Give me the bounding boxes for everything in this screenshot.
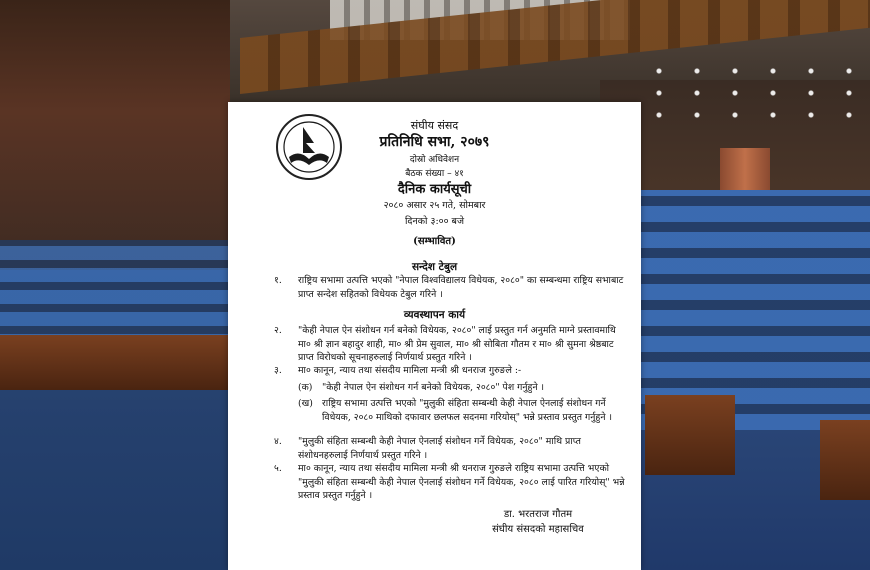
header-house-title: प्रतिनिधि सभा, २०७९ xyxy=(379,134,490,150)
subitem-number: (क) xyxy=(298,382,313,393)
item-number: १. xyxy=(274,275,282,286)
item-text: मा० कानून, न्याय तथा संसदीय मामिला मन्त्री श्री धनराज गुरुङले राष्ट्रिय सभामा उत्पत्ति भएको "मुलुकी संहिता सम्बन्धी केही नेपाल ऐनलाई संशोधन गर्ने विधेयक, २०८० लाई पारित गरियोस्" भन्ने प्रस्ताव प्रस्तुत गर्नुहुने । xyxy=(298,463,625,501)
agenda-document xyxy=(228,102,641,570)
agenda-time: दिनको ३:०० बजे xyxy=(404,216,465,227)
desk-right xyxy=(645,395,735,475)
subitem-number: (ख) xyxy=(298,398,313,409)
item-number: ५. xyxy=(274,463,282,474)
item-text: राष्ट्रिय सभामा उत्पत्ति भएको "नेपाल विश्वविद्यालय विधेयक, २०८०" का सम्बन्धमा राष्ट्रिय सभाबाट प्राप्त सन्देश सहितको विधेयक टेबुल गरिने । xyxy=(298,275,624,300)
header-federal-parliament: संघीय संसद xyxy=(410,119,459,132)
item-number: ३. xyxy=(274,365,282,376)
section-message-table: सन्देश टेबुल xyxy=(411,261,458,273)
subitem-text: "केही नेपाल ऐन संशोधन गर्न बनेको विधेयक, २०८०" पेश गर्नुहुने । xyxy=(322,382,545,393)
agenda-title: दैनिक कार्यसूची xyxy=(397,182,472,197)
tentative-label: (सम्भावित) xyxy=(413,236,456,247)
item-number: २. xyxy=(274,325,282,336)
agenda-date: २०८० असार २५ गते, सोमबार xyxy=(383,200,486,211)
section-management-work: व्यवस्थापन कार्य xyxy=(403,309,466,321)
desk-left xyxy=(0,335,230,390)
signatory-title: संघीय संसदको महासचिव xyxy=(492,524,584,535)
seat-rows-right xyxy=(640,190,870,430)
desk-right-2 xyxy=(820,420,870,500)
item-text: "केही नेपाल ऐन संशोधन गर्न बनेको विधेयक, २०८०" लाई प्रस्तुत गर्न अनुमति माग्ने प्रस्तावमाथि मा० श्री ज्ञान बहादुर शाही, मा० श्री प्रेम सुवाल, मा० श्री सोबिता गौतम र मा० श्री सुमना श्रेष्ठबाट प्राप्त विरोधको सूचनाहरुलाई निर्णयार्थ प्रस्तुत गरिने । xyxy=(298,325,616,363)
item-text: "मुलुकी संहिता सम्बन्धी केही नेपाल ऐनलाई संशोधन गर्ने विधेयक, २०८०" माथि प्राप्त संशोधनहरुलाई निर्णयार्थ प्रस्तुत गरिने । xyxy=(298,436,581,461)
meeting-number: बैठक संख्या – ४१ xyxy=(405,169,464,179)
item-number: ४. xyxy=(274,436,282,447)
item-text: मा० कानून, न्याय तथा संसदीय मामिला मन्त्री श्री धनराज गुरुङले :- xyxy=(298,365,522,376)
signatory-name: डा. भरतराज गौतम xyxy=(503,509,573,520)
subitem-text: राष्ट्रिय सभामा उत्पत्ति भएको "मुलुकी संहिता सम्बन्धी केही नेपाल ऐनलाई संशोधन गर्ने विधेयक, २०८० माथिको दफावार छलफल सदनमा गरियोस्" भन्ने प्रस्ताव प्रस्तुत गर्नुहुने । xyxy=(322,398,612,423)
session-label: दोस्रो अधिवेशन xyxy=(409,155,460,165)
ceiling-lights xyxy=(640,60,870,130)
